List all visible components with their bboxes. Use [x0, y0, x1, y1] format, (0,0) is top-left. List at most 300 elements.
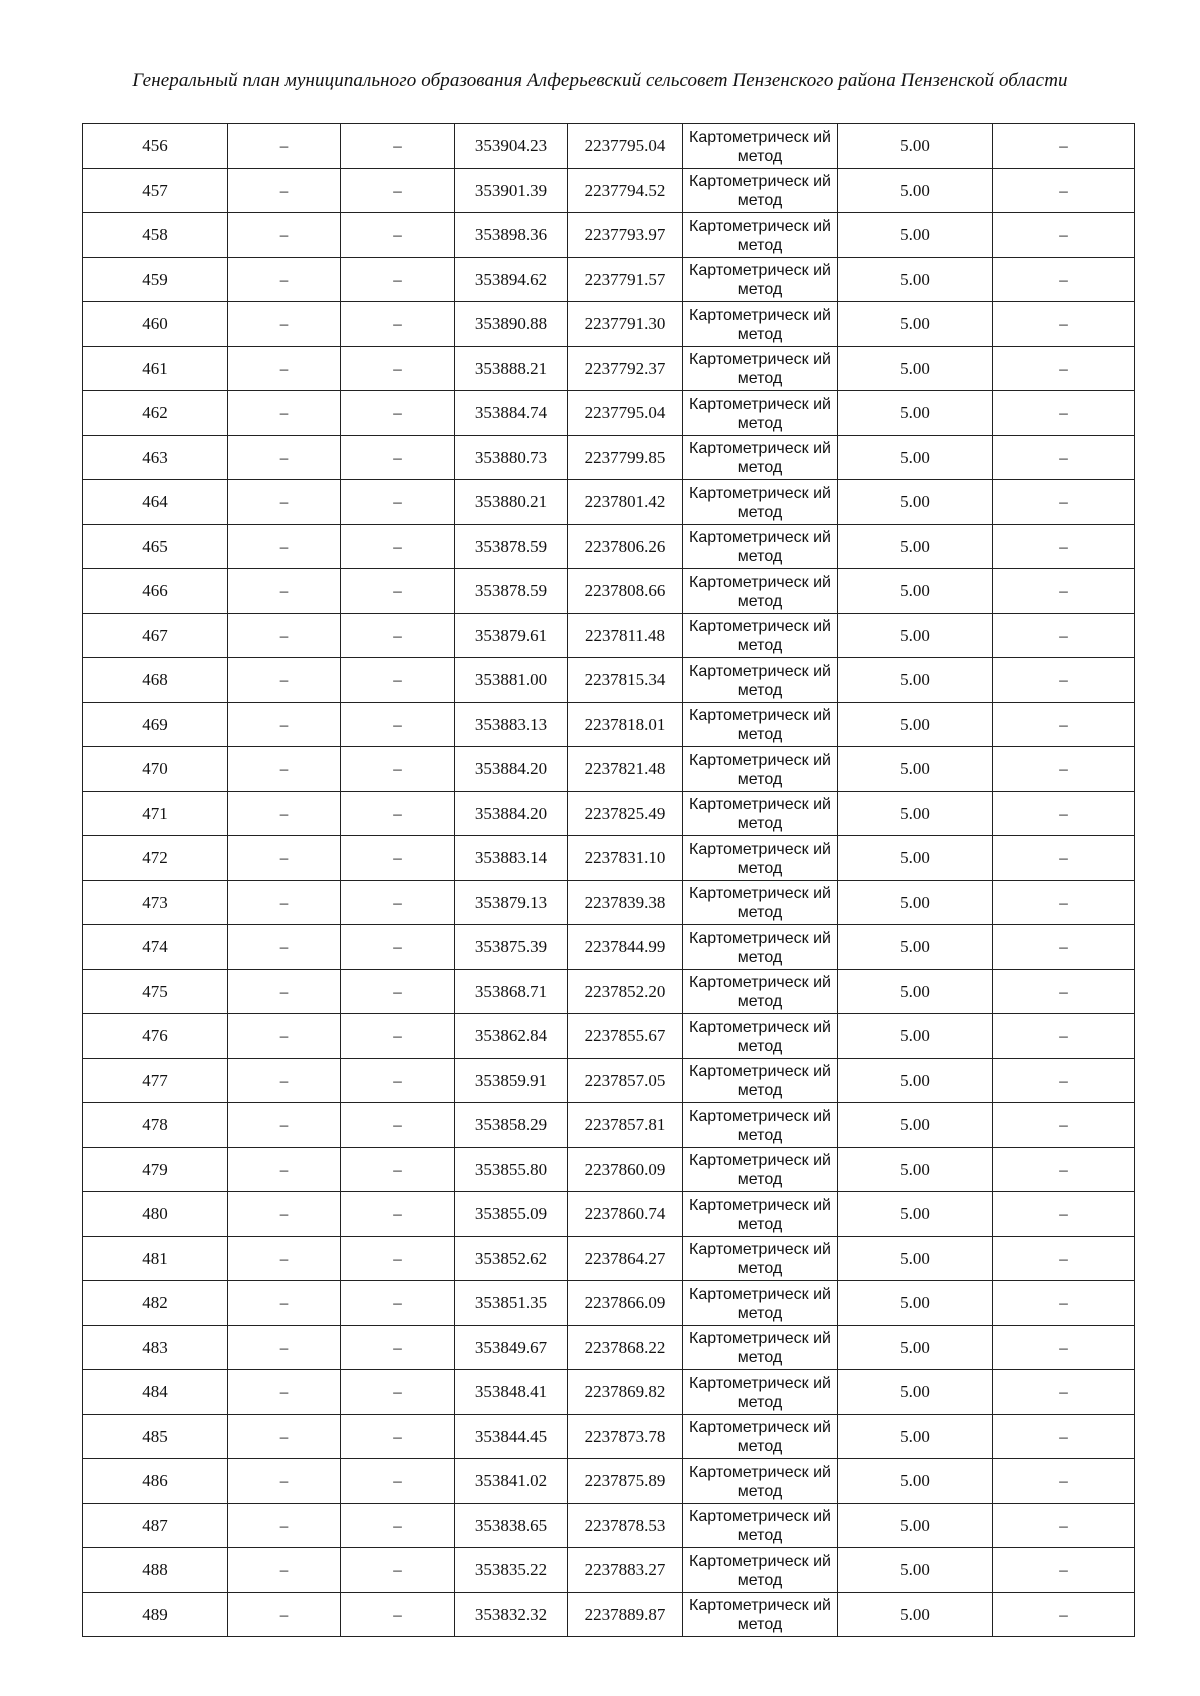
coordinate-y-cell: 2237825.49: [568, 791, 683, 836]
method-cell: Картометрическ ий метод: [683, 1236, 838, 1281]
page-header: Генеральный план муниципального образования Алферьевский сельсовет Пензенского района Пензенской области: [132, 70, 1068, 91]
accuracy-cell: 5.00: [838, 1192, 993, 1237]
coordinate-y-cell: 2237875.89: [568, 1459, 683, 1504]
method-cell: Картометрическ ий метод: [683, 569, 838, 614]
empty-value-cell: –: [228, 1103, 341, 1148]
accuracy-cell: 5.00: [838, 791, 993, 836]
coordinate-x-cell: 353849.67: [455, 1325, 568, 1370]
accuracy-cell: 5.00: [838, 524, 993, 569]
coordinate-y-cell: 2237860.09: [568, 1147, 683, 1192]
empty-value-cell: –: [341, 1236, 455, 1281]
empty-value-cell: –: [993, 1058, 1135, 1103]
empty-value-cell: –: [228, 1147, 341, 1192]
point-number-cell: 461: [83, 346, 228, 391]
empty-value-cell: –: [993, 613, 1135, 658]
empty-value-cell: –: [993, 1103, 1135, 1148]
accuracy-cell: 5.00: [838, 880, 993, 925]
method-cell: Картометрическ ий метод: [683, 1414, 838, 1459]
table-row: [83, 1325, 1135, 1370]
table-row: [83, 969, 1135, 1014]
method-cell: Картометрическ ий метод: [683, 1192, 838, 1237]
point-number-cell: 473: [83, 880, 228, 925]
point-number-cell: 470: [83, 747, 228, 792]
empty-value-cell: –: [341, 658, 455, 703]
accuracy-cell: 5.00: [838, 391, 993, 436]
method-cell: Картометрическ ий метод: [683, 1592, 838, 1637]
coordinate-x-cell: 353852.62: [455, 1236, 568, 1281]
empty-value-cell: –: [228, 213, 341, 258]
point-number-cell: 489: [83, 1592, 228, 1637]
table-row: [83, 747, 1135, 792]
method-cell: Картометрическ ий метод: [683, 346, 838, 391]
coordinate-x-cell: 353855.80: [455, 1147, 568, 1192]
table-row: [83, 391, 1135, 436]
accuracy-cell: 5.00: [838, 1103, 993, 1148]
accuracy-cell: 5.00: [838, 1147, 993, 1192]
empty-value-cell: –: [993, 747, 1135, 792]
accuracy-cell: 5.00: [838, 1548, 993, 1593]
method-cell: Картометрическ ий метод: [683, 435, 838, 480]
empty-value-cell: –: [341, 1014, 455, 1059]
point-number-cell: 463: [83, 435, 228, 480]
point-number-cell: 474: [83, 925, 228, 970]
accuracy-cell: 5.00: [838, 1592, 993, 1637]
table-row: [83, 257, 1135, 302]
empty-value-cell: –: [228, 969, 341, 1014]
point-number-cell: 467: [83, 613, 228, 658]
empty-value-cell: –: [341, 1548, 455, 1593]
empty-value-cell: –: [993, 969, 1135, 1014]
coordinate-y-cell: 2237868.22: [568, 1325, 683, 1370]
coordinate-y-cell: 2237873.78: [568, 1414, 683, 1459]
table-row: [83, 880, 1135, 925]
point-number-cell: 486: [83, 1459, 228, 1504]
coordinate-x-cell: 353901.39: [455, 168, 568, 213]
empty-value-cell: –: [993, 124, 1135, 169]
coordinate-y-cell: 2237799.85: [568, 435, 683, 480]
coordinate-y-cell: 2237791.30: [568, 302, 683, 347]
accuracy-cell: 5.00: [838, 257, 993, 302]
method-cell: Картометрическ ий метод: [683, 613, 838, 658]
accuracy-cell: 5.00: [838, 925, 993, 970]
empty-value-cell: –: [341, 391, 455, 436]
method-cell: Картометрическ ий метод: [683, 747, 838, 792]
point-number-cell: 477: [83, 1058, 228, 1103]
method-cell: Картометрическ ий метод: [683, 880, 838, 925]
empty-value-cell: –: [228, 1503, 341, 1548]
empty-value-cell: –: [993, 302, 1135, 347]
point-number-cell: 464: [83, 480, 228, 525]
empty-value-cell: –: [341, 1147, 455, 1192]
coordinate-x-cell: 353883.14: [455, 836, 568, 881]
empty-value-cell: –: [341, 1592, 455, 1637]
empty-value-cell: –: [341, 969, 455, 1014]
coordinate-y-cell: 2237821.48: [568, 747, 683, 792]
empty-value-cell: –: [341, 168, 455, 213]
table-row: [83, 658, 1135, 703]
accuracy-cell: 5.00: [838, 213, 993, 258]
empty-value-cell: –: [993, 1503, 1135, 1548]
empty-value-cell: –: [228, 569, 341, 614]
empty-value-cell: –: [993, 524, 1135, 569]
empty-value-cell: –: [228, 613, 341, 658]
coordinate-x-cell: 353894.62: [455, 257, 568, 302]
accuracy-cell: 5.00: [838, 1281, 993, 1326]
method-cell: Картометрическ ий метод: [683, 480, 838, 525]
empty-value-cell: –: [228, 168, 341, 213]
accuracy-cell: 5.00: [838, 1414, 993, 1459]
point-number-cell: 481: [83, 1236, 228, 1281]
coordinate-x-cell: 353888.21: [455, 346, 568, 391]
empty-value-cell: –: [341, 1281, 455, 1326]
method-cell: Картометрическ ий метод: [683, 1014, 838, 1059]
empty-value-cell: –: [341, 302, 455, 347]
empty-value-cell: –: [228, 1414, 341, 1459]
method-cell: Картометрическ ий метод: [683, 1147, 838, 1192]
empty-value-cell: –: [341, 257, 455, 302]
accuracy-cell: 5.00: [838, 346, 993, 391]
coordinate-x-cell: 353884.74: [455, 391, 568, 436]
table-row: [83, 168, 1135, 213]
point-number-cell: 456: [83, 124, 228, 169]
empty-value-cell: –: [993, 346, 1135, 391]
point-number-cell: 483: [83, 1325, 228, 1370]
coordinate-y-cell: 2237811.48: [568, 613, 683, 658]
empty-value-cell: –: [341, 1503, 455, 1548]
coordinate-x-cell: 353890.88: [455, 302, 568, 347]
empty-value-cell: –: [228, 124, 341, 169]
coordinate-y-cell: 2237866.09: [568, 1281, 683, 1326]
empty-value-cell: –: [993, 1459, 1135, 1504]
empty-value-cell: –: [341, 1459, 455, 1504]
method-cell: Картометрическ ий метод: [683, 213, 838, 258]
coordinate-y-cell: 2237793.97: [568, 213, 683, 258]
accuracy-cell: 5.00: [838, 124, 993, 169]
empty-value-cell: –: [228, 1548, 341, 1593]
empty-value-cell: –: [341, 1325, 455, 1370]
table-row: [83, 569, 1135, 614]
coordinate-y-cell: 2237855.67: [568, 1014, 683, 1059]
table-row: [83, 302, 1135, 347]
empty-value-cell: –: [341, 1370, 455, 1415]
coordinate-x-cell: 353851.35: [455, 1281, 568, 1326]
empty-value-cell: –: [993, 925, 1135, 970]
point-number-cell: 485: [83, 1414, 228, 1459]
accuracy-cell: 5.00: [838, 1236, 993, 1281]
point-number-cell: 488: [83, 1548, 228, 1593]
coordinate-x-cell: 353883.13: [455, 702, 568, 747]
accuracy-cell: 5.00: [838, 658, 993, 703]
empty-value-cell: –: [993, 1014, 1135, 1059]
coordinate-x-cell: 353904.23: [455, 124, 568, 169]
point-number-cell: 468: [83, 658, 228, 703]
table-row: [83, 1147, 1135, 1192]
coordinate-y-cell: 2237878.53: [568, 1503, 683, 1548]
empty-value-cell: –: [993, 1592, 1135, 1637]
table-row: [83, 702, 1135, 747]
empty-value-cell: –: [341, 1192, 455, 1237]
empty-value-cell: –: [228, 346, 341, 391]
coordinate-y-cell: 2237791.57: [568, 257, 683, 302]
empty-value-cell: –: [228, 391, 341, 436]
point-number-cell: 466: [83, 569, 228, 614]
empty-value-cell: –: [341, 1058, 455, 1103]
empty-value-cell: –: [228, 658, 341, 703]
empty-value-cell: –: [228, 1325, 341, 1370]
empty-value-cell: –: [341, 524, 455, 569]
method-cell: Картометрическ ий метод: [683, 302, 838, 347]
accuracy-cell: 5.00: [838, 168, 993, 213]
coordinate-x-cell: 353884.20: [455, 747, 568, 792]
empty-value-cell: –: [993, 1325, 1135, 1370]
table-row: [83, 524, 1135, 569]
method-cell: Картометрическ ий метод: [683, 524, 838, 569]
coordinate-x-cell: 353868.71: [455, 969, 568, 1014]
empty-value-cell: –: [993, 213, 1135, 258]
point-number-cell: 480: [83, 1192, 228, 1237]
coordinate-x-cell: 353884.20: [455, 791, 568, 836]
empty-value-cell: –: [993, 435, 1135, 480]
coordinate-y-cell: 2237864.27: [568, 1236, 683, 1281]
coordinate-x-cell: 353875.39: [455, 925, 568, 970]
point-number-cell: 472: [83, 836, 228, 881]
method-cell: Картометрическ ий метод: [683, 391, 838, 436]
table-row: [83, 1281, 1135, 1326]
method-cell: Картометрическ ий метод: [683, 1325, 838, 1370]
empty-value-cell: –: [341, 569, 455, 614]
method-cell: Картометрическ ий метод: [683, 1503, 838, 1548]
empty-value-cell: –: [228, 1459, 341, 1504]
method-cell: Картометрическ ий метод: [683, 1548, 838, 1593]
table-row: [83, 346, 1135, 391]
empty-value-cell: –: [993, 836, 1135, 881]
method-cell: Картометрическ ий метод: [683, 925, 838, 970]
empty-value-cell: –: [341, 747, 455, 792]
method-cell: Картометрическ ий метод: [683, 1459, 838, 1504]
empty-value-cell: –: [341, 791, 455, 836]
empty-value-cell: –: [341, 346, 455, 391]
point-number-cell: 457: [83, 168, 228, 213]
table-row: [83, 1192, 1135, 1237]
coordinate-y-cell: 2237818.01: [568, 702, 683, 747]
table-row: [83, 480, 1135, 525]
empty-value-cell: –: [228, 880, 341, 925]
empty-value-cell: –: [993, 480, 1135, 525]
coordinate-x-cell: 353838.65: [455, 1503, 568, 1548]
empty-value-cell: –: [993, 257, 1135, 302]
empty-value-cell: –: [993, 1236, 1135, 1281]
coordinate-y-cell: 2237860.74: [568, 1192, 683, 1237]
table-row: [83, 1459, 1135, 1504]
method-cell: Картометрическ ий метод: [683, 791, 838, 836]
table-row: [83, 1014, 1135, 1059]
empty-value-cell: –: [228, 1058, 341, 1103]
empty-value-cell: –: [228, 1236, 341, 1281]
coordinate-y-cell: 2237844.99: [568, 925, 683, 970]
coordinate-y-cell: 2237792.37: [568, 346, 683, 391]
empty-value-cell: –: [228, 791, 341, 836]
table-row: [83, 1236, 1135, 1281]
point-number-cell: 484: [83, 1370, 228, 1415]
coordinate-x-cell: 353855.09: [455, 1192, 568, 1237]
coordinate-x-cell: 353880.73: [455, 435, 568, 480]
table-row: [83, 124, 1135, 169]
accuracy-cell: 5.00: [838, 302, 993, 347]
empty-value-cell: –: [993, 1281, 1135, 1326]
table-row: [83, 1503, 1135, 1548]
empty-value-cell: –: [341, 836, 455, 881]
coordinate-y-cell: 2237889.87: [568, 1592, 683, 1637]
point-number-cell: 482: [83, 1281, 228, 1326]
empty-value-cell: –: [341, 213, 455, 258]
empty-value-cell: –: [228, 836, 341, 881]
accuracy-cell: 5.00: [838, 1014, 993, 1059]
table-row: [83, 1592, 1135, 1637]
accuracy-cell: 5.00: [838, 569, 993, 614]
method-cell: Картометрическ ий метод: [683, 168, 838, 213]
coordinate-x-cell: 353835.22: [455, 1548, 568, 1593]
coordinate-x-cell: 353881.00: [455, 658, 568, 703]
method-cell: Картометрическ ий метод: [683, 257, 838, 302]
accuracy-cell: 5.00: [838, 836, 993, 881]
empty-value-cell: –: [993, 880, 1135, 925]
table-row: [83, 836, 1135, 881]
empty-value-cell: –: [993, 658, 1135, 703]
method-cell: Картометрическ ий метод: [683, 969, 838, 1014]
empty-value-cell: –: [993, 1414, 1135, 1459]
point-number-cell: 459: [83, 257, 228, 302]
coordinate-y-cell: 2237839.38: [568, 880, 683, 925]
point-number-cell: 460: [83, 302, 228, 347]
method-cell: Картометрическ ий метод: [683, 124, 838, 169]
table-row: [83, 1103, 1135, 1148]
coordinate-y-cell: 2237883.27: [568, 1548, 683, 1593]
empty-value-cell: –: [228, 925, 341, 970]
empty-value-cell: –: [993, 168, 1135, 213]
coordinate-x-cell: 353880.21: [455, 480, 568, 525]
coordinate-x-cell: 353862.84: [455, 1014, 568, 1059]
accuracy-cell: 5.00: [838, 702, 993, 747]
accuracy-cell: 5.00: [838, 1459, 993, 1504]
coordinate-y-cell: 2237795.04: [568, 124, 683, 169]
empty-value-cell: –: [228, 480, 341, 525]
accuracy-cell: 5.00: [838, 480, 993, 525]
empty-value-cell: –: [341, 925, 455, 970]
coordinate-x-cell: 353879.61: [455, 613, 568, 658]
table-row: [83, 1548, 1135, 1593]
coordinate-y-cell: 2237794.52: [568, 168, 683, 213]
table-row: [83, 1370, 1135, 1415]
empty-value-cell: –: [228, 257, 341, 302]
table-row: [83, 435, 1135, 480]
method-cell: Картометрическ ий метод: [683, 658, 838, 703]
empty-value-cell: –: [993, 1192, 1135, 1237]
coordinate-y-cell: 2237831.10: [568, 836, 683, 881]
accuracy-cell: 5.00: [838, 1058, 993, 1103]
point-number-cell: 462: [83, 391, 228, 436]
empty-value-cell: –: [228, 747, 341, 792]
accuracy-cell: 5.00: [838, 1370, 993, 1415]
empty-value-cell: –: [993, 391, 1135, 436]
point-number-cell: 465: [83, 524, 228, 569]
coordinate-x-cell: 353879.13: [455, 880, 568, 925]
table-row: [83, 613, 1135, 658]
coordinate-y-cell: 2237806.26: [568, 524, 683, 569]
method-cell: Картометрическ ий метод: [683, 1281, 838, 1326]
accuracy-cell: 5.00: [838, 969, 993, 1014]
empty-value-cell: –: [341, 480, 455, 525]
empty-value-cell: –: [993, 1147, 1135, 1192]
empty-value-cell: –: [993, 702, 1135, 747]
empty-value-cell: –: [993, 791, 1135, 836]
point-number-cell: 458: [83, 213, 228, 258]
coordinate-x-cell: 353898.36: [455, 213, 568, 258]
method-cell: Картометрическ ий метод: [683, 702, 838, 747]
empty-value-cell: –: [341, 702, 455, 747]
empty-value-cell: –: [228, 1370, 341, 1415]
coordinate-y-cell: 2237808.66: [568, 569, 683, 614]
coordinate-x-cell: 353841.02: [455, 1459, 568, 1504]
empty-value-cell: –: [341, 1414, 455, 1459]
coordinates-table: [82, 123, 1135, 1637]
method-cell: Картометрическ ий метод: [683, 836, 838, 881]
coordinate-y-cell: 2237857.05: [568, 1058, 683, 1103]
coordinate-x-cell: 353878.59: [455, 524, 568, 569]
empty-value-cell: –: [228, 1014, 341, 1059]
empty-value-cell: –: [341, 613, 455, 658]
coordinate-x-cell: 353832.32: [455, 1592, 568, 1637]
table-row: [83, 791, 1135, 836]
coordinate-y-cell: 2237801.42: [568, 480, 683, 525]
coordinate-x-cell: 353878.59: [455, 569, 568, 614]
table-body: [83, 124, 1135, 1637]
coordinate-y-cell: 2237795.04: [568, 391, 683, 436]
empty-value-cell: –: [228, 524, 341, 569]
point-number-cell: 471: [83, 791, 228, 836]
table-row: [83, 1058, 1135, 1103]
point-number-cell: 487: [83, 1503, 228, 1548]
coordinate-x-cell: 353844.45: [455, 1414, 568, 1459]
empty-value-cell: –: [341, 1103, 455, 1148]
empty-value-cell: –: [341, 435, 455, 480]
point-number-cell: 469: [83, 702, 228, 747]
point-number-cell: 475: [83, 969, 228, 1014]
coordinate-x-cell: 353859.91: [455, 1058, 568, 1103]
point-number-cell: 476: [83, 1014, 228, 1059]
accuracy-cell: 5.00: [838, 613, 993, 658]
point-number-cell: 479: [83, 1147, 228, 1192]
coordinate-y-cell: 2237869.82: [568, 1370, 683, 1415]
method-cell: Картометрическ ий метод: [683, 1370, 838, 1415]
coordinate-y-cell: 2237852.20: [568, 969, 683, 1014]
table-row: [83, 213, 1135, 258]
empty-value-cell: –: [228, 302, 341, 347]
empty-value-cell: –: [993, 1370, 1135, 1415]
table-row: [83, 925, 1135, 970]
accuracy-cell: 5.00: [838, 747, 993, 792]
table-row: [83, 1414, 1135, 1459]
empty-value-cell: –: [228, 702, 341, 747]
accuracy-cell: 5.00: [838, 1503, 993, 1548]
empty-value-cell: –: [341, 880, 455, 925]
empty-value-cell: –: [993, 1548, 1135, 1593]
accuracy-cell: 5.00: [838, 1325, 993, 1370]
empty-value-cell: –: [228, 435, 341, 480]
accuracy-cell: 5.00: [838, 435, 993, 480]
coordinate-x-cell: 353848.41: [455, 1370, 568, 1415]
empty-value-cell: –: [228, 1192, 341, 1237]
empty-value-cell: –: [228, 1592, 341, 1637]
